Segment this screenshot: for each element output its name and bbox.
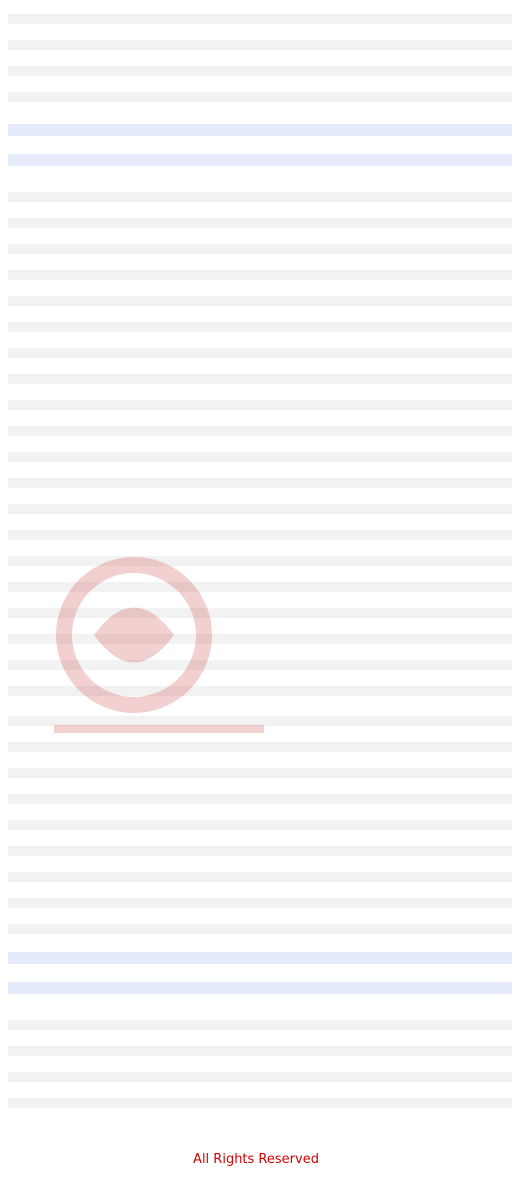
page-footer: [0, 1146, 520, 1172]
story-paragraph-1: [8, 4, 512, 108]
story-paragraph-4: [8, 1010, 512, 1122]
highlight-paragraph-1: [8, 114, 512, 174]
highlight-paragraph-2: [8, 942, 512, 1002]
story-paragraph-2: [8, 182, 512, 702]
story-paragraph-3: [8, 706, 512, 936]
footer-rights: All Rights Reserved: [193, 1151, 319, 1167]
